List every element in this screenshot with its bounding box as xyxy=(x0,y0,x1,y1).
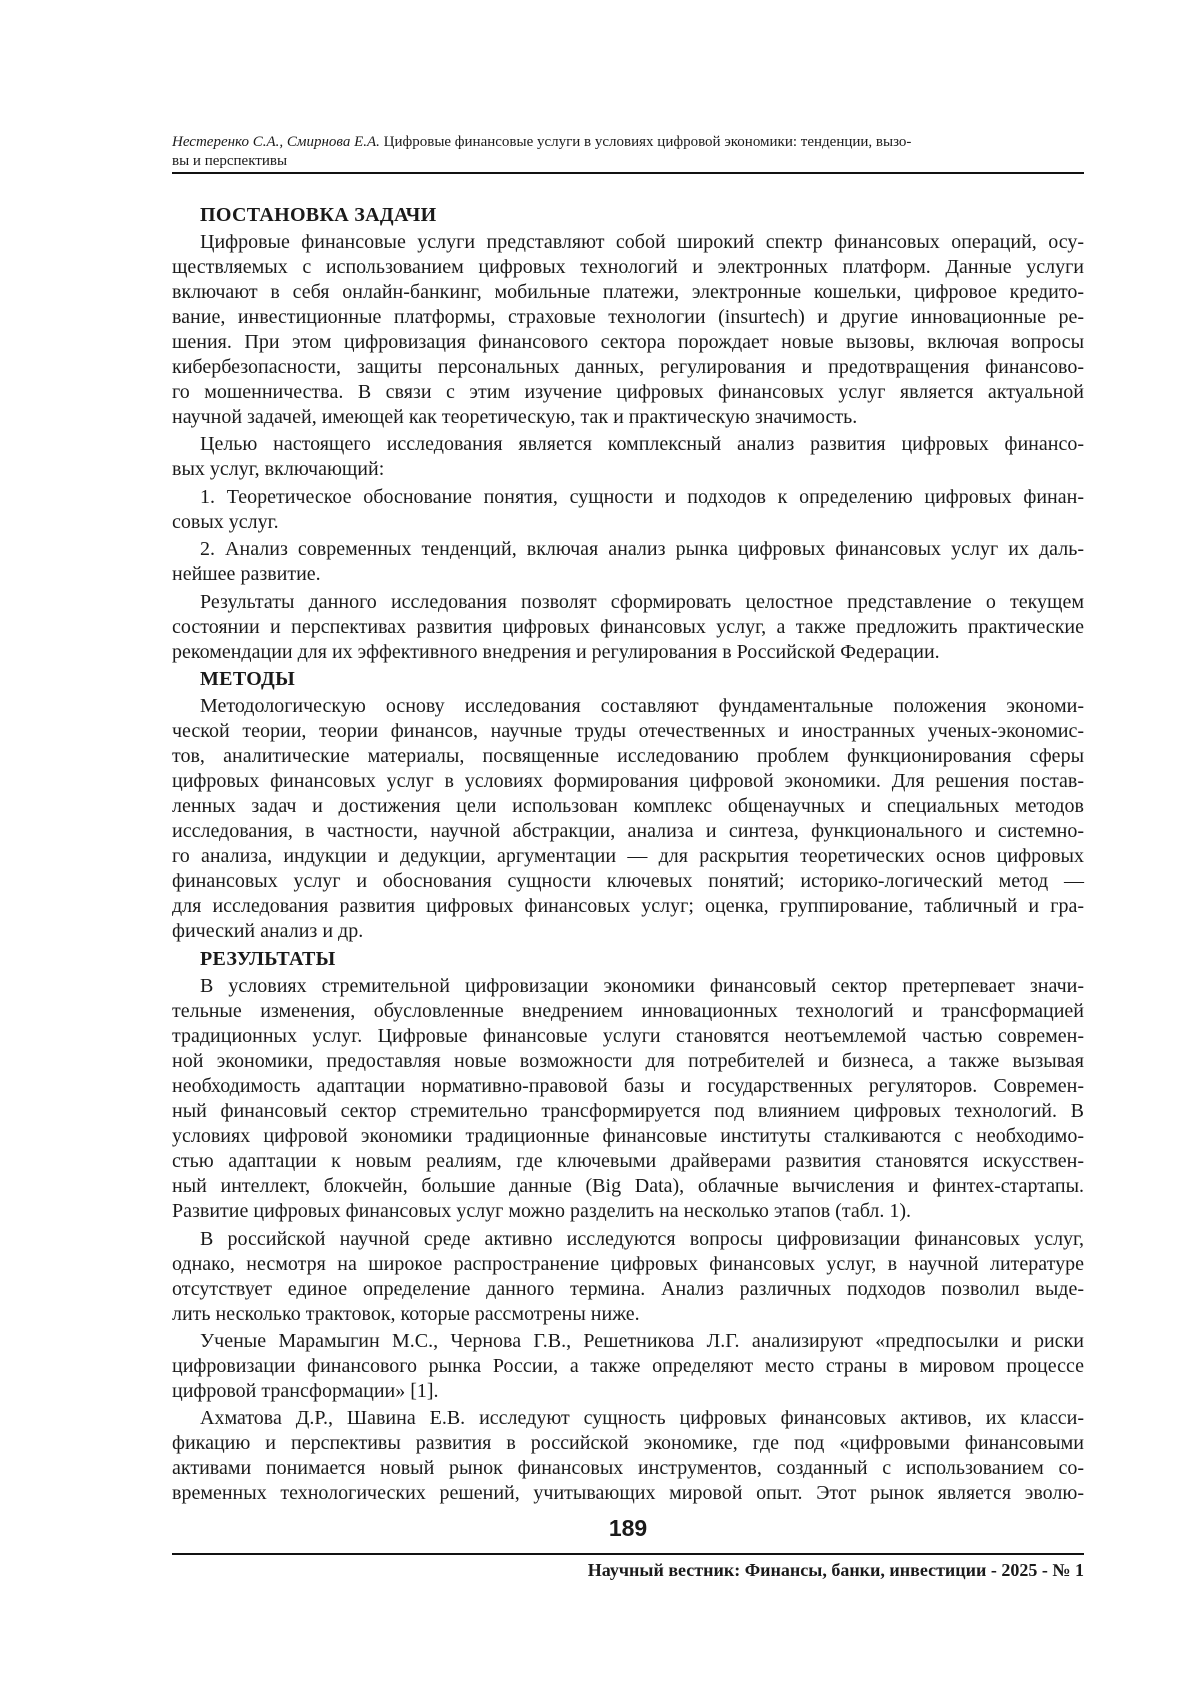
paragraph-line: цифровизации финансового рынка России, а также определяют место страны в мировом процессе xyxy=(172,1354,1084,1377)
section-heading: МЕТОДЫ xyxy=(200,667,296,690)
paragraph-line: фикацию и перспективы развития в российской экономике, где под «цифровыми финансовыми xyxy=(172,1432,1084,1455)
paragraph-line: Ахматова Д.Р., Шавина Е.В. исследуют сущность цифровых финансовых активов, их класси- xyxy=(200,1407,1084,1430)
footer-rule xyxy=(172,1553,1084,1555)
paragraph-line: совых услуг. xyxy=(172,510,279,533)
paragraph-line: финансовых услуг и обоснования сущности ключевых понятий; историко-логический метод — xyxy=(172,870,1084,893)
paragraph-line: состоянии и перспективах развития цифровых финансовых услуг, а также предложить практические xyxy=(172,615,1084,638)
paragraph-line: включают в себя онлайн-банкинг, мобильные платежи, электронные кошельки, цифровое кредито- xyxy=(172,280,1084,303)
paragraph-line: тов, аналитические материалы, посвященные исследованию проблем функционирования сферы xyxy=(172,745,1084,768)
paragraph-line: Результаты данного исследования позволят сформировать целостное представление о текущем xyxy=(200,590,1084,613)
paragraph-line: вых услуг, включающий: xyxy=(172,458,385,481)
paragraph-line: фический анализ и др. xyxy=(172,920,364,943)
paragraph-line: Развитие цифровых финансовых услуг можно разделить на несколько этапов (табл. 1). xyxy=(172,1200,912,1223)
paragraph-line: активами понимается новый рынок финансовых инструментов, созданный с использованием со- xyxy=(172,1457,1084,1480)
paragraph-line: Методологическую основу исследования составляют фундаментальные положения экономи- xyxy=(200,695,1084,718)
paragraph-line: ный финансовый сектор стремительно трансформируется под влиянием цифровых технологий. В xyxy=(172,1100,1084,1123)
paragraph-line: вание, инвестиционные платформы, страховые технологии (insurtech) и другие инновационные ре- xyxy=(172,305,1084,328)
running-header-line-1 xyxy=(172,133,1084,152)
paragraph-line: традиционных услуг. Цифровые финансовые услуги становятся неотъемлемой частью современ- xyxy=(172,1025,1084,1048)
paragraph-line: ществляемых с использованием цифровых технологий и электронных платформ. Данные услуги xyxy=(172,255,1084,278)
page-number: 189 xyxy=(608,1515,648,1541)
paragraph-line: однако, несмотря на широкое распространение цифровых финансовых услуг, в научной литературе xyxy=(172,1252,1084,1275)
paragraph-line: стью адаптации к новым реалиям, где ключевыми драйверами развития становятся искусствен- xyxy=(172,1150,1084,1173)
paragraph-line: исследования, в частности, научной абстракции, анализа и синтеза, функционального и системно- xyxy=(172,820,1084,843)
paragraph-line: научной задачей, имеющей как теоретическую, так и практическую значимость. xyxy=(172,405,858,428)
running-header-title: Цифровые финансовые услуги в условиях цифровой экономики: тенденции, вызо- xyxy=(379,134,912,150)
paragraph-line: го мошенничества. В связи с этим изучение цифровых финансовых услуг является актуальной xyxy=(172,380,1084,403)
paragraph-line: го анализа, индукции и дедукции, аргументации — для раскрытия теоретических основ цифровых xyxy=(172,845,1084,868)
paragraph-line: Цифровые финансовые услуги представляют собой широкий спектр финансовых операций, осу- xyxy=(200,230,1084,253)
paragraph-line: Ученые Марамыгин М.С., Чернова Г.В., Решетникова Л.Г. анализируют «предпосылки и риски xyxy=(200,1329,1084,1352)
paragraph-line: временных технологических решений, учитывающих мировой опыт. Этот рынок является эволю- xyxy=(172,1482,1084,1505)
paragraph-line: нейшее развитие. xyxy=(172,563,321,586)
paragraph-line: ный интеллект, блокчейн, большие данные (Big Data), облачные вычисления и финтех-стартапы. xyxy=(172,1175,1084,1198)
section-heading: ПОСТАНОВКА ЗАДАЧИ xyxy=(200,203,437,226)
paragraph-line: цифровых финансовых услуг в условиях формирования цифровой экономики. Для решения постав- xyxy=(172,770,1084,793)
paragraph-line: цифровой трансформации» [1]. xyxy=(172,1379,439,1402)
journal-footer: Научный вестник: Финансы, банки, инвестиции - 2025 - № 1 xyxy=(587,1560,1084,1580)
paragraph-line: тельные изменения, обусловленные внедрением инновационных технологий и трансформацией xyxy=(172,1000,1084,1023)
paragraph-line: ной экономики, предоставляя новые возможности для потребителей и бизнеса, а также вызывая xyxy=(172,1050,1084,1073)
paragraph-line: шения. При этом цифровизация финансового сектора порождает новые вызовы, включая вопросы xyxy=(172,330,1084,353)
paragraph-line: кибербезопасности, защиты персональных данных, регулирования и предотвращения финансово- xyxy=(172,355,1084,378)
header-rule xyxy=(172,172,1084,174)
section-heading: РЕЗУЛЬТАТЫ xyxy=(200,947,336,970)
paragraph-line: рекомендации для их эффективного внедрения и регулирования в Российской Федерации. xyxy=(172,640,940,663)
paragraph-line: ленных задач и достижения цели использован комплекс общенаучных и специальных методов xyxy=(172,795,1084,818)
paragraph-line: необходимость адаптации нормативно-правовой базы и государственных регуляторов. Современ- xyxy=(172,1075,1084,1098)
paragraph-line: 1. Теоретическое обоснование понятия, сущности и подходов к определению цифровых финан- xyxy=(200,485,1084,508)
running-header-authors: Нестеренко С.А., Смирнова Е.А. xyxy=(172,134,380,150)
paragraph-line: 2. Анализ современных тенденций, включая анализ рынка цифровых финансовых услуг их даль- xyxy=(200,538,1084,561)
paragraph-line: для исследования развития цифровых финансовых услуг; оценка, группирование, табличный и гра- xyxy=(172,895,1084,918)
paragraph-line: ческой теории, теории финансов, научные труды отечественных и иностранных ученых-экономис- xyxy=(172,720,1084,743)
paragraph-line: лить несколько трактовок, которые рассмотрены ниже. xyxy=(172,1302,640,1325)
paragraph-line: В российской научной среде активно исследуются вопросы цифровизации финансовых услуг, xyxy=(200,1227,1084,1250)
paragraph-line: В условиях стремительной цифровизации экономики финансовый сектор претерпевает значи- xyxy=(200,975,1084,998)
paragraph-line: отсутствует единое определение данного термина. Анализ различных подходов позволил выде- xyxy=(172,1277,1084,1300)
paragraph-line: Целью настоящего исследования является комплексный анализ развития цифровых финансо- xyxy=(200,433,1084,456)
running-header-line-2: вы и перспективы xyxy=(172,153,288,169)
paragraph-line: условиях цифровой экономики традиционные финансовые институты сталкиваются с необходимо- xyxy=(172,1125,1084,1148)
